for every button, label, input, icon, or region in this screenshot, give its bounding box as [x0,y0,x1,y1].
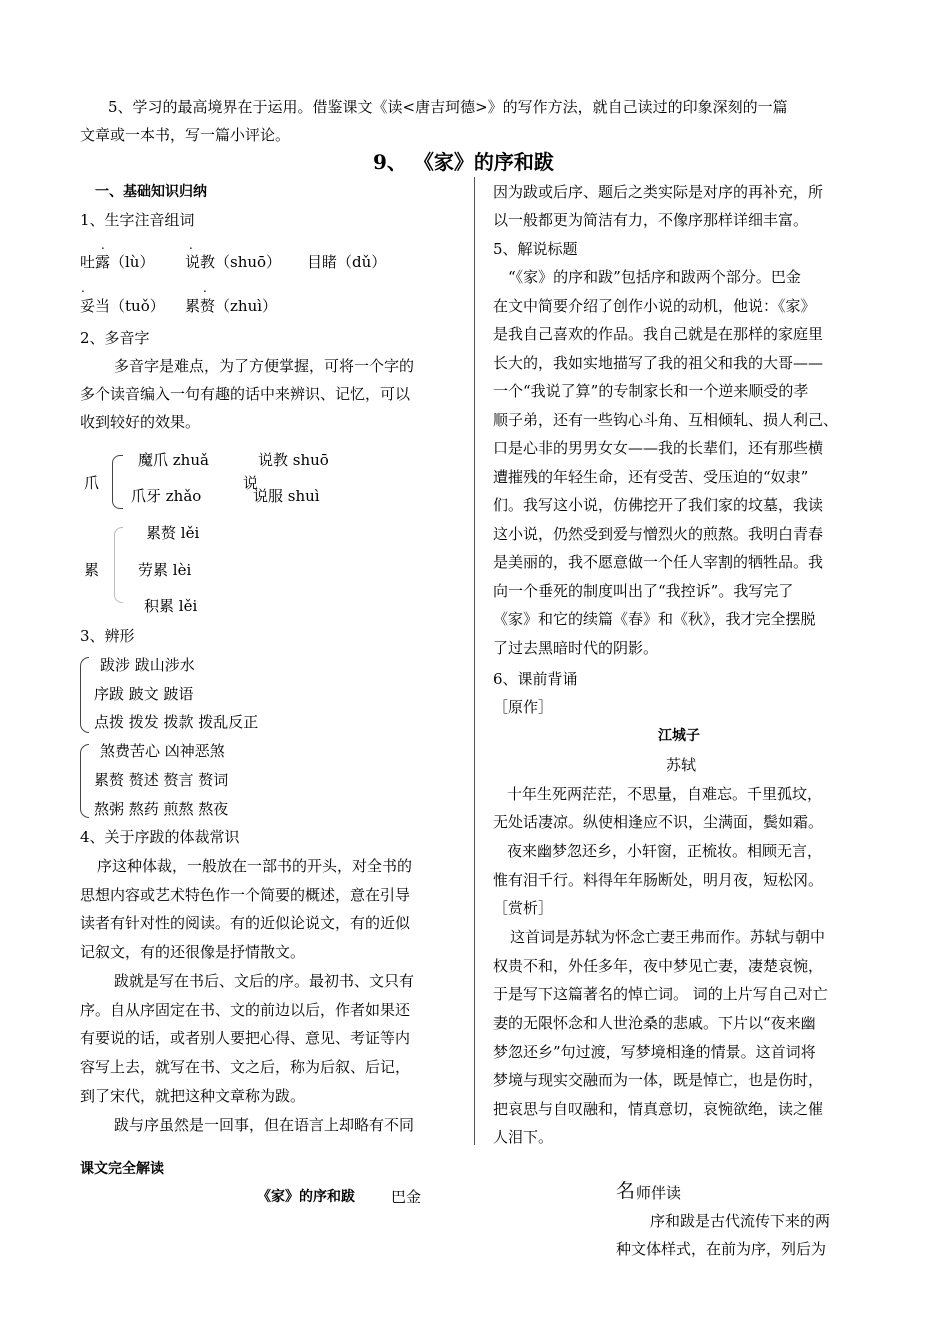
polyphone-char: 爪 [84,474,100,492]
brace [114,527,123,603]
paragraph-line: 向一个垂死的制度叫出了“我控诉”。我写完了 [493,582,794,600]
emphasis-dot: . [101,238,105,252]
pinyin-item: 妥当（tuǒ） [80,297,165,315]
poem-line: 夜来幽梦忽还乡，小轩窗，正梳妆。相顾无言， [507,842,823,860]
polyphone-item: 劳累 lèi [138,561,192,579]
paragraph-line: 容写上去，就写在书、文之后，称为后叙、后记， [80,1058,411,1076]
paragraph-line: 多个读音编入一句有趣的话中来辨识、记忆，可以 [80,385,411,403]
paragraph-line: 在文中简要介绍了创作小说的动机，他说：《家》 [493,297,816,315]
side-text-line: 种文体样式，在前为序，列后为 [616,1240,827,1258]
paragraph-line: 妻的无限怀念和人世沧桑的悲戚。下片以“夜来幽 [493,1014,816,1032]
emphasis-dot: . [81,281,85,295]
poem-line: 十年生死两茫茫，不思量，自难忘。千里孤坟， [507,785,823,803]
column-divider [474,177,475,1145]
bianxing-line: 跋涉 跋山涉水 [100,656,195,674]
paragraph-line: 口是心非的男男女女——我的长辈们，还有那些横 [493,439,824,457]
polyphone-item: 魔爪 zhuǎ [138,451,209,469]
side-text-line: 序和跋是古代流传下来的两 [650,1212,831,1230]
brace [80,657,89,733]
emphasis-dot: . [189,238,193,252]
paragraph-line: 这首词是苏轼为怀念亡妻王弗而作。苏轼与朝中 [510,928,826,946]
paragraph-line: 因为跋或后序、题后之类实际是对序的再补充，所 [493,183,824,201]
paragraph-line: 读者有针对性的阅读。有的近似论说文，有的近似 [80,914,411,932]
pinyin-item: 累赘（zhuì） [185,297,278,315]
paragraph-line: 《家》和它的续篇《春》和《秋》，我才完全摆脱 [493,610,816,628]
paragraph-line: 序。自从序固定在书、文的前边以后，作者如果还 [80,1001,411,1019]
paragraph-line: 遭摧残的年轻生命，还有受苦、受压迫的“奴隶” [493,468,809,486]
intro-line-2: 文章或一本书，写一篇小评论。 [80,126,291,144]
polyphone-item: 说服 shuì [253,487,320,505]
bianxing-line: 累赘 赘述 赘言 赘词 [94,771,229,789]
polyphone-char: 说 [243,474,259,492]
intro-line-1: 5、学习的最高境界在于运用。借鉴课文《读<唐吉珂德>》的写作方法，就自己读过的印象深刻的一篇 [108,98,788,116]
paragraph-line: 了过去黑暗时代的阴影。 [493,639,659,657]
paragraph-line: 序这种体裁，一般放在一部书的开头，对全书的 [97,857,413,875]
poem-line: 无处话凄凉。纵使相逢应不识，尘满面，鬓如霜。 [493,813,824,831]
polyphone-item: 积累 lěi [144,597,198,615]
heading-5: 5、解说标题 [493,240,578,258]
bianxing-line: 熬粥 熬药 煎熬 熬夜 [94,800,229,818]
paragraph-line: “《家》的序和跋”包括序和跋两个部分。巴金 [508,268,801,286]
side-label-big: 名 [616,1180,636,1202]
paragraph-line: 一个“我说了算”的专制家长和一个逆来顺受的孝 [493,382,809,400]
article-author: 巴金 [391,1188,422,1206]
paragraph-line: 们。我写这小说，仿佛挖开了我们家的坟墓，我读 [493,496,824,514]
poem-title: 江城子 [658,728,700,744]
paragraph-line: 思想内容或艺术特色作一个简要的概述，意在引导 [80,886,411,904]
page-title: 9、 《家》的序和跋 [373,150,554,174]
paragraph-line: 到了宋代，就把这种文章称为跋。 [80,1087,306,1105]
paragraph-line: 跋就是写在书后、文后的序。最初书、文只有 [114,972,415,990]
heading-1: 1、生字注音组词 [80,211,195,229]
paragraph-line: 于是写下这篇著名的悼亡词。 词的上片写自己对亡 [493,985,828,1003]
paragraph-line: 收到较好的效果。 [80,413,201,431]
polyphone-item: 爪牙 zhǎo [131,487,202,505]
paragraph-line: 把哀思与自叹融和，情真意切，哀惋欲绝，读之催 [493,1100,824,1118]
paragraph-line: 权贵不和，外任多年，夜中梦见亡妻，凄楚哀惋， [493,957,824,975]
polyphone-char: 累 [84,561,100,579]
brace [80,744,89,818]
pinyin-item: 吐露（lù） [80,253,155,271]
paragraph-line: 多音字是难点，为了方便掌握，可将一个字的 [114,357,415,375]
paragraph-line: 顺子弟，还有一些钩心斗角、互相倾轧、损人利己、 [493,411,839,429]
paragraph-line: 是美丽的，我不愿意做一个任人宰割的牺牲品。我 [493,553,824,571]
label-original: ［原作］ [493,698,554,716]
heading-6: 6、课前背诵 [493,670,578,688]
polyphone-item: 累赘 lěi [146,524,200,542]
polyphone-item: 说教 shuō [258,451,329,469]
paragraph-line: 跋与序虽然是一回事，但在语言上却略有不同 [114,1116,415,1134]
heading-3: 3、辨形 [80,627,135,645]
paragraph-line: 人泪下。 [493,1128,554,1146]
bottom-heading: 课文完全解读 [80,1161,164,1177]
paragraph-line: 记叙文，有的还很像是抒情散文。 [80,943,306,961]
article-title: 《家》的序和跋 [257,1189,355,1205]
bianxing-line: 序跋 跛文 跛语 [94,685,194,703]
bianxing-line: 点拨 拨发 拨款 拨乱反正 [94,713,259,731]
label-analysis: ［赏析］ [493,899,554,917]
bianxing-line: 煞费苦心 凶神恶煞 [100,742,225,760]
paragraph-line: 这小说，仍然受到爱与憎烈火的煎熬。我明白青春 [493,525,824,543]
emphasis-dot: . [203,281,207,295]
poem-author: 苏轼 [666,756,697,774]
section-heading-1: 一、基础知识归纳 [95,184,207,200]
brace [112,455,123,509]
heading-2: 2、多音字 [80,329,150,347]
paragraph-line: 梦忽还乡”句过渡，写梦境相逢的情景。这首词将 [493,1043,816,1061]
pinyin-item: 说教（shuō） [185,253,282,271]
paragraph-line: 是我自己喜欢的作品。我自己就是在那样的家庭里 [493,325,824,343]
pinyin-item: 目睹（dǔ） [307,253,387,271]
heading-4: 4、关于序跋的体裁常识 [80,828,240,846]
poem-line: 惟有泪千行。料得年年肠断处，明月夜，短松冈。 [493,871,824,889]
paragraph-line: 梦境与现实交融而为一体，既是悼亡，也是伤时， [493,1071,824,1089]
paragraph-line: 有要说的话，或者别人要把心得、意见、考证等内 [80,1029,411,1047]
paragraph-line: 长大的，我如实地描写了我的祖父和我的大哥—— [493,354,824,372]
paragraph-line: 以一般都更为简洁有力，不像序那样详细丰富。 [493,211,809,229]
side-label: 师伴读 [636,1184,682,1202]
